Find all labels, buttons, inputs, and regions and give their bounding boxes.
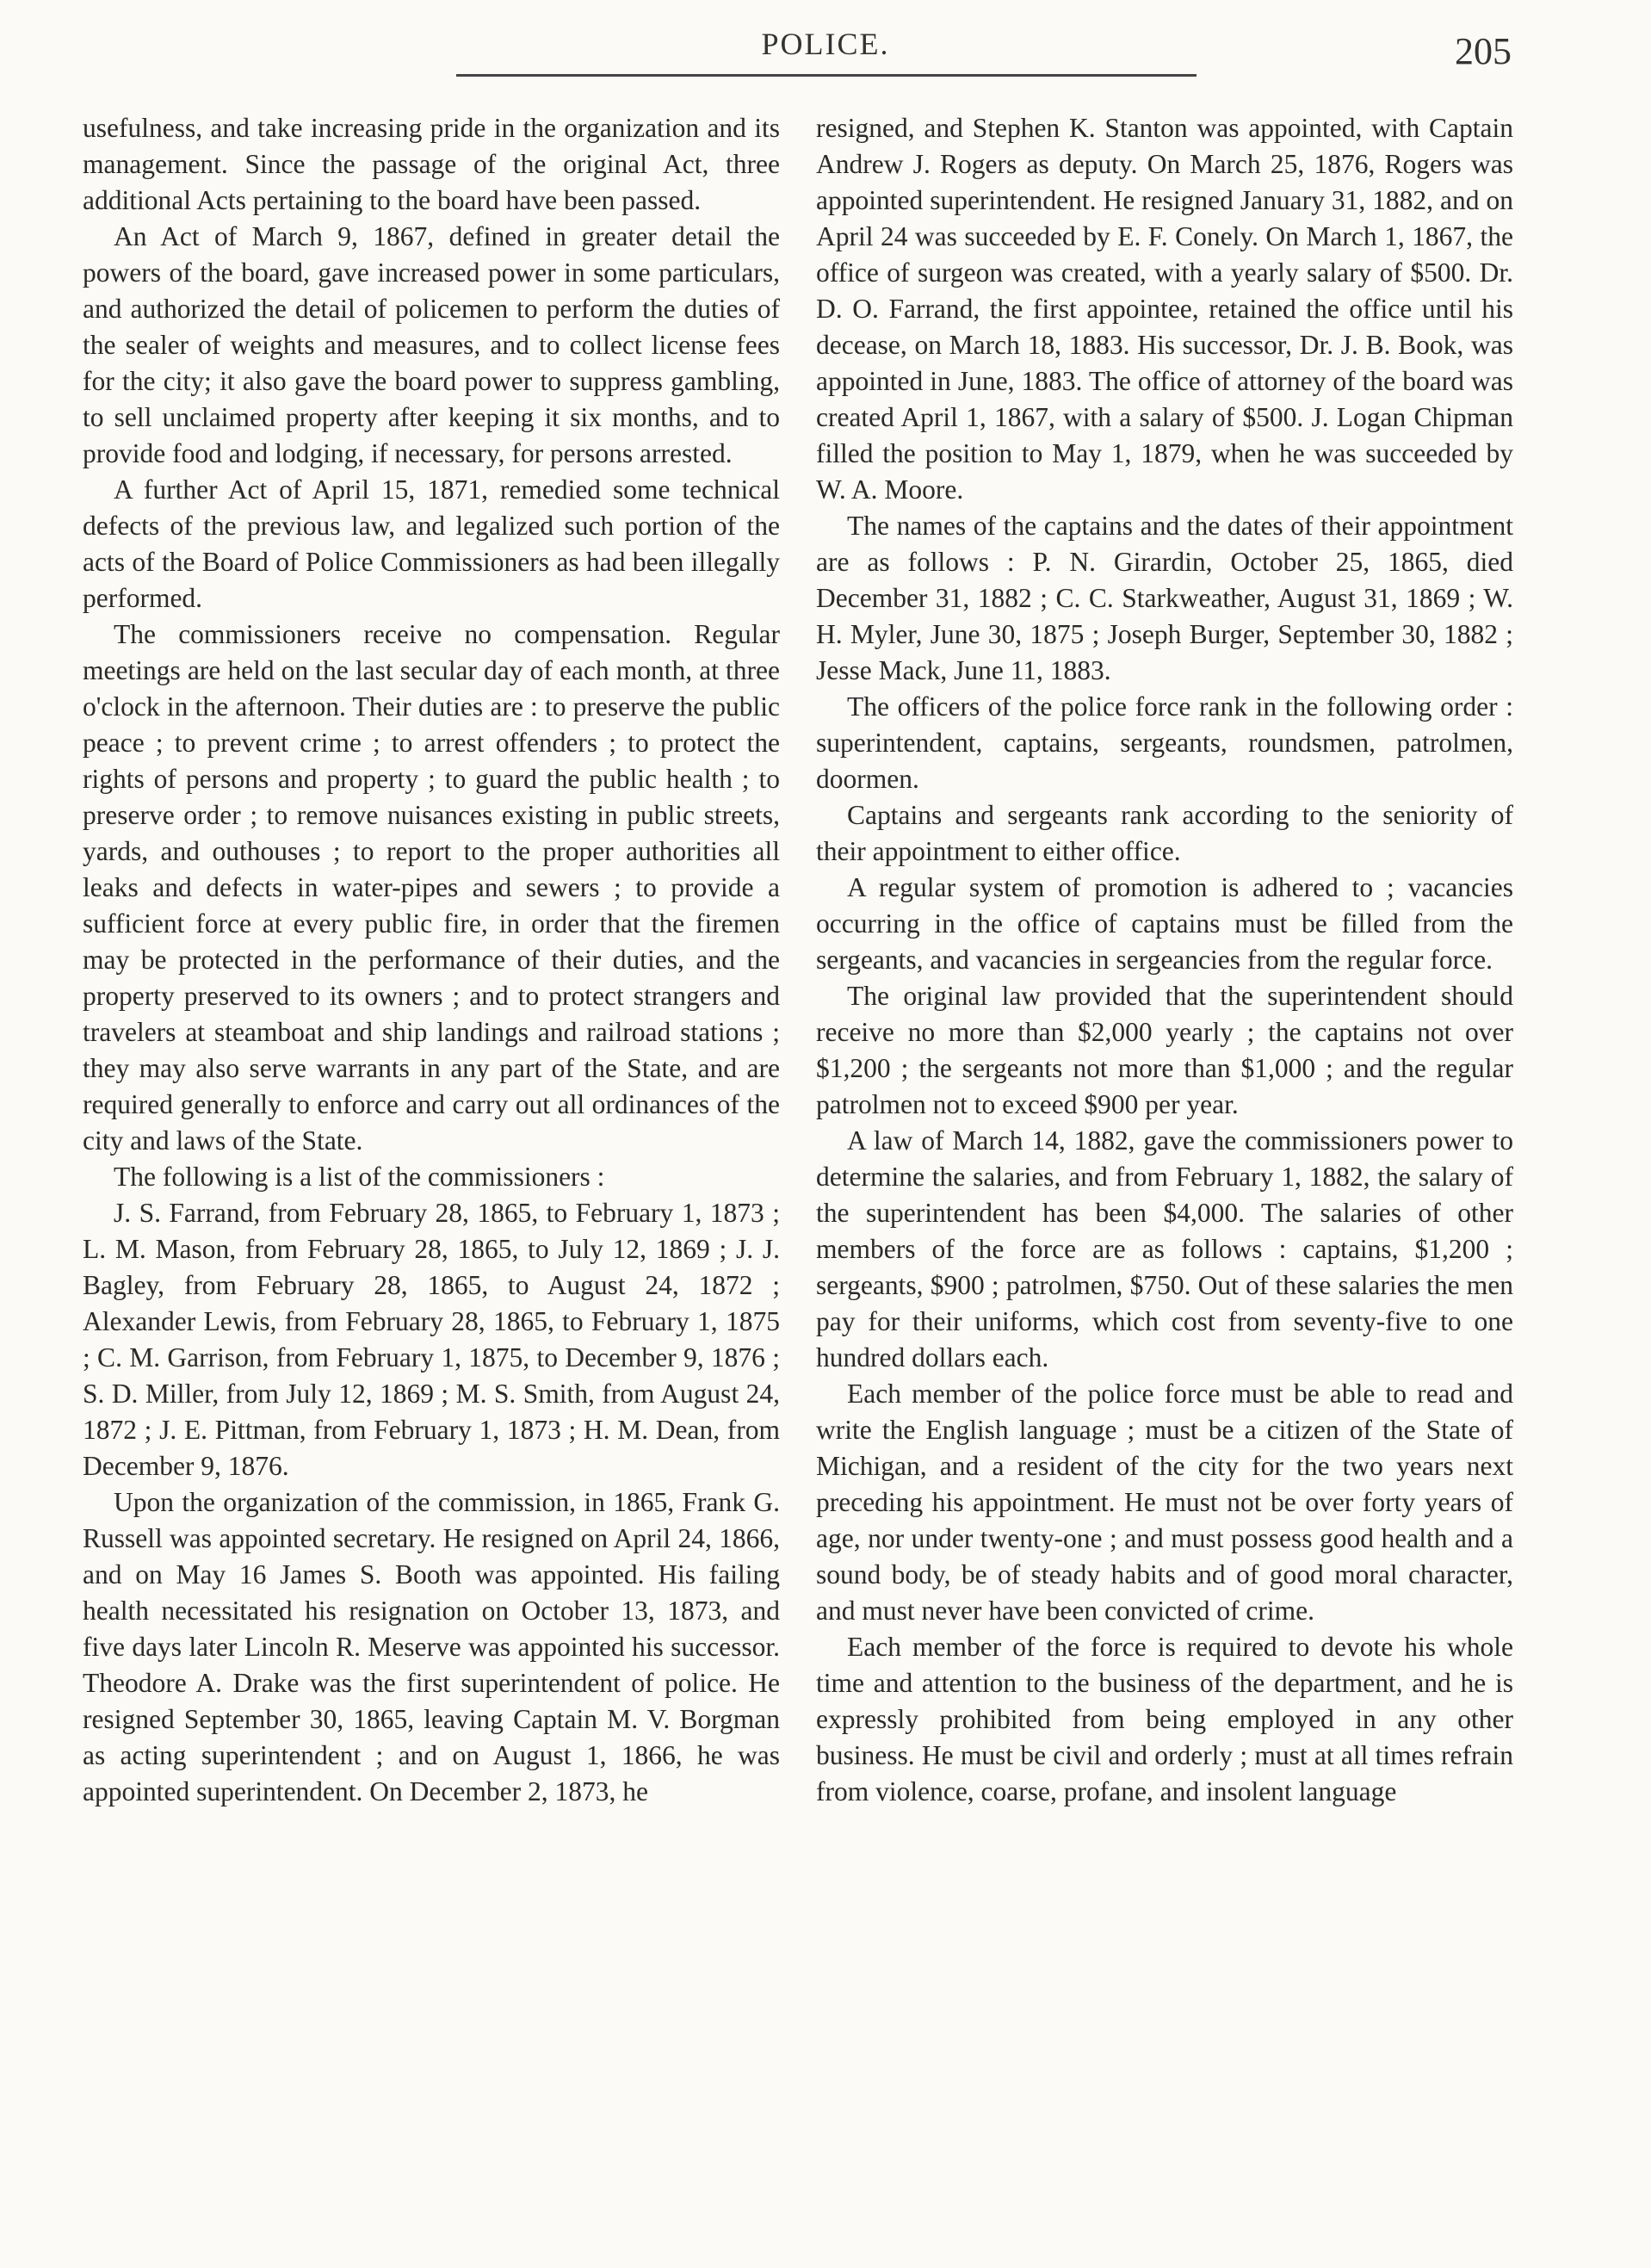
page-header — [0, 21, 1651, 72]
paragraph: Captains and sergeants rank according to the seniority of their appointment to either office. — [816, 800, 1513, 866]
paragraph: The original law provided that the superintendent should receive no more than $2,000 yearly ; the captains not over $1,200 ; the sergeants not more than $1,000 ; and the regular patrolmen not to exceed $900 per year. — [816, 981, 1513, 1119]
paragraph: The names of the captains and the dates of their appointment are as follows : P. N. Girardin, October 25, 1865, died December 31, 1882 ; C. C. Starkweather, August 31, 1869 ; W. H. Myler, June 30, 1875 ; Joseph Burger, September 30, 1882 ; Jesse Mack, June 11, 1883. — [816, 511, 1513, 685]
page-number: 205 — [1455, 30, 1512, 72]
paragraph: usefulness, and take increasing pride in the organization and its management. Since the passage of the original Act, three additional Acts pertaining to the board have been passed. — [83, 113, 780, 215]
right-column — [816, 110, 1513, 1810]
paragraph: A law of March 14, 1882, gave the commissioners power to determine the salaries, and from February 1, 1882, the salary of the superintendent has been $4,000. The salaries of other members of the force are as follows : captains, $1,200 ; sergeants, $900 ; patrolmen, $750. Out of these salaries the men pay for their uniforms, which cost from seventy-five to one hundred dollars each. — [816, 1125, 1513, 1373]
paragraph: The commissioners receive no compensation. Regular meetings are held on the last secular day of each month, at three o'clock in the afternoon. Their duties are : to preserve the public peace ; to prevent crime ; to arrest offenders ; to protect the rights of persons and property ; to guard the public health ; to preserve order ; to remove nuisances existing in public streets, yards, and outhouses ; to report to the proper authorities all leaks and defects in water-pipes and sewers ; to provide a sufficient force at every public fire, in order that the firemen may be protected in the performance of their duties, and the property preserved to its owners ; and to protect strangers and travelers at steamboat and ship landings and railroad stations ; they may also serve warrants in any part of the State, and are required generally to enforce and carry out all ordinances of the city and laws of the State. — [83, 619, 780, 1156]
paragraph: An Act of March 9, 1867, defined in greater detail the powers of the board, gave increased power in some particulars, and authorized the detail of policemen to perform the duties of the sealer of weights and measures, and to collect license fees for the city; it also gave the board power to suppress gambling, to sell unclaimed property after keeping it six months, and to provide food and lodging, if necessary, for persons arrested. — [83, 221, 780, 468]
paragraph: Each member of the force is required to devote his whole time and attention to the business of the department, and he is expressly prohibited from being employed in any other business. He must be civil and orderly ; must at all times refrain from violence, coarse, profane, and insolent language — [816, 1632, 1513, 1806]
running-head: POLICE. — [761, 27, 890, 61]
paragraph: Each member of the police force must be able to read and write the English language ; must be a citizen of the State of Michigan, and a resident of the city for the two years next preceding his appointment. He must not be over forty years of age, nor under twenty-one ; and must possess good health and a sound body, be of steady habits and of good moral character, and must never have been convicted of crime. — [816, 1379, 1513, 1626]
left-column — [83, 110, 780, 1810]
paragraph: A further Act of April 15, 1871, remedied some technical defects of the previous law, and legalized such portion of the acts of the Board of Police Commissioners as had been illegally performed. — [83, 474, 780, 613]
paragraph: A regular system of promotion is adhered to ; vacancies occurring in the office of captains must be filled from the sergeants, and vacancies in sergeancies from the regular force. — [816, 872, 1513, 975]
paragraph: The following is a list of the commissioners : — [114, 1162, 605, 1192]
paragraph: J. S. Farrand, from February 28, 1865, to February 1, 1873 ; L. M. Mason, from February 28, 1865, to July 12, 1869 ; J. J. Bagley, from February 28, 1865, to August 24, 1872 ; Alexander Lewis, from February 28, 1865, to February 1, 1875 ; C. M. Garrison, from February 1, 1875, to December 9, 1876 ; S. D. Miller, from July 12, 1869 ; M. S. Smith, from August 24, 1872 ; J. E. Pittman, from February 1, 1873 ; H. M. Dean, from December 9, 1876. — [83, 1198, 780, 1481]
paragraph: Upon the organization of the commission, in 1865, Frank G. Russell was appointed secretary. He resigned on April 24, 1866, and on May 16 James S. Booth was appointed. His failing health necessitated his resignation on October 13, 1873, and five days later Lincoln R. Meserve was appointed his successor. Theodore A. Drake was the first superintendent of police. He resigned September 30, 1865, leaving Captain M. V. Borgman as acting superintendent ; and on August 1, 1866, he was appointed superintendent. On December 2, 1873, he — [83, 1487, 780, 1806]
paragraph: resigned, and Stephen K. Stanton was appointed, with Captain Andrew J. Rogers as deputy. On March 25, 1876, Rogers was appointed superintendent. He resigned January 31, 1882, and on April 24 was succeeded by E. F. Conely. On March 1, 1867, the office of surgeon was created, with a yearly salary of $500. Dr. D. O. Farrand, the first appointee, retained the office until his decease, on March 18, 1883. His successor, Dr. J. B. Book, was appointed in June, 1883. The office of attorney of the board was created April 1, 1867, with a salary of $500. J. Logan Chipman filled the position to May 1, 1879, when he was succeeded by W. A. Moore. — [816, 113, 1513, 505]
header-rule — [456, 74, 1197, 77]
paragraph: The officers of the police force rank in the following order : superintendent, captains, sergeants, roundsmen, patrolmen, doormen. — [816, 691, 1513, 794]
